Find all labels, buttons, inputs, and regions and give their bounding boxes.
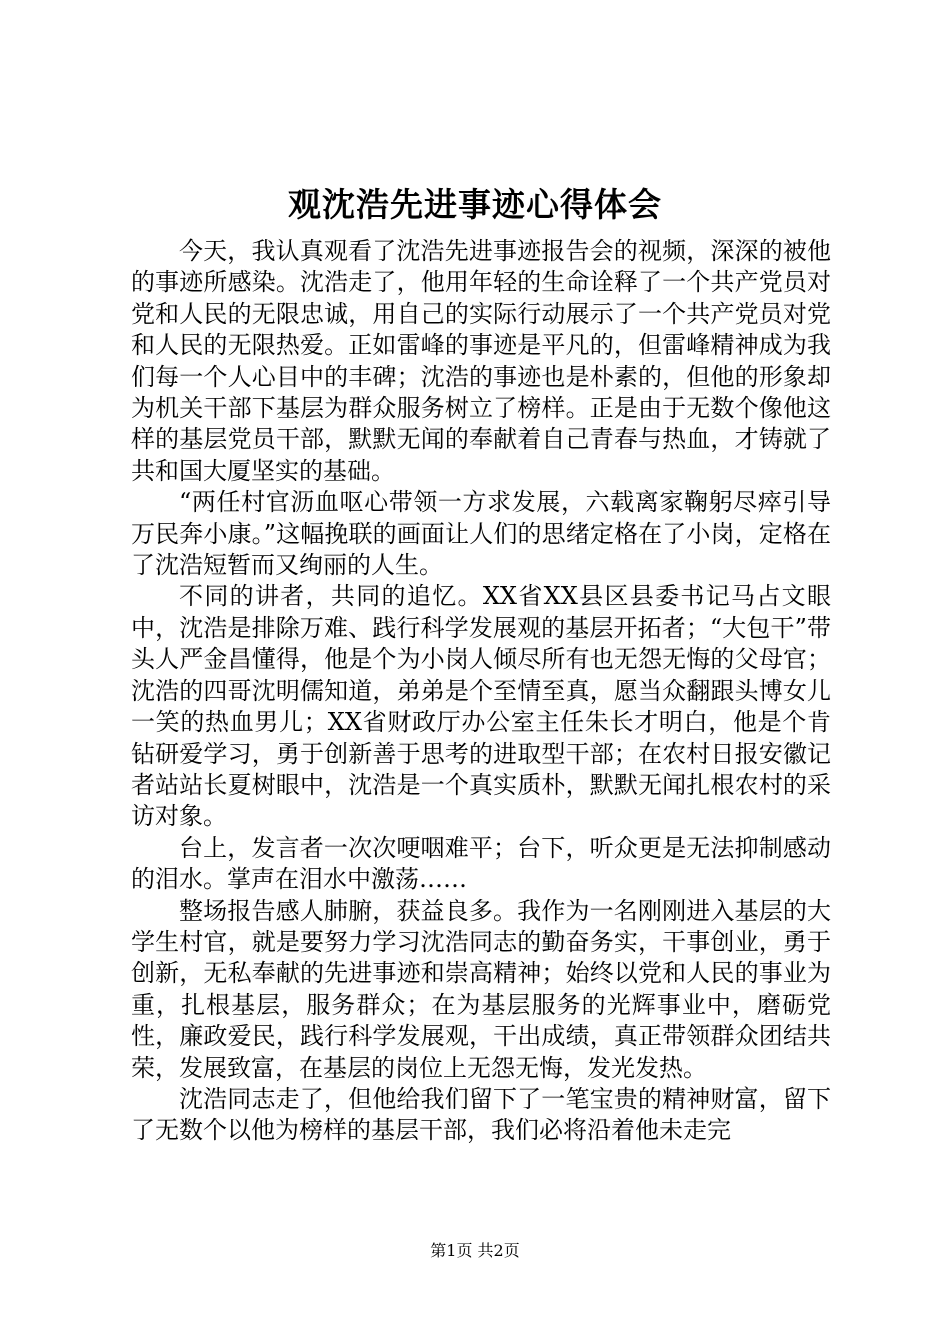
page-number-footer: 第1页 共2页 bbox=[430, 1241, 520, 1260]
paragraph-3: 不同的讲者，共同的追忆。XX省XX县区县委书记马占文眼中，沈浩是排除万难、践行科学发展观的基层开拓者；“大包干”带头人严金昌懂得，他是个为小岗人倾尽所有也无怨无悔的父母官；沈浩的四哥沈明儒知道，弟弟是个至情至真，愿当众翻跟头博女儿一笑的热血男儿；XX省财政厅办公室主任朱长才明白，他是个肯钻研爱学习，勇于创新善于思考的进取型干部；在农村日报安徽记者站站长夏树眼中，沈浩是一个真实质朴，默默无闻扎根农村的采访对象。 bbox=[131, 582, 831, 831]
paragraph-6: 沈浩同志走了，但他给我们留下了一笔宝贵的精神财富，留下了无数个以他为榜样的基层干部，我们必将沿着他未走完 bbox=[131, 1084, 831, 1145]
document-title: 观沈浩先进事迹心得体会 bbox=[288, 185, 662, 224]
paragraph-2: “两任村官沥血呕心带领一方求发展，六载离家鞠躬尽瘁引导万民奔小康。”这幅挽联的画面让人们的思绪定格在了小岗，定格在了沈浩短暂而又绚丽的人生。 bbox=[131, 488, 831, 580]
paragraph-4: 台上，发言者一次次哽咽难平；台下，听众更是无法抑制感动的泪水。掌声在泪水中激荡…… bbox=[131, 833, 831, 894]
paragraph-1: 今天，我认真观看了沈浩先进事迹报告会的视频，深深的被他的事迹所感染。沈浩走了，他用年轻的生命诠释了一个共产党员对党和人民的无限忠诚，用自己的实际行动展示了一个共产党员对党和人民的无限热爱。正如雷峰的事迹是平凡的，但雷峰精神成为我们每一个人心目中的丰碑；沈浩的事迹也是朴素的，但他的形象却为机关干部下基层为群众服务树立了榜样。正是由于无数个像他这样的基层党员干部，默默无闻的奉献着自己青春与热血，才铸就了共和国大厦坚实的基础。 bbox=[131, 237, 831, 485]
paragraph-5: 整场报告感人肺腑，获益良多。我作为一名刚刚进入基层的大学生村官，就是要努力学习沈浩同志的勤奋务实，干事创业，勇于创新，无私奉献的先进事迹和崇高精神；始终以党和人民的事业为重，扎根基层，服务群众；在为基层服务的光辉事业中，磨砺党性，廉政爱民，践行科学发展观，干出成绩，真正带领群众团结共荣，发展致富，在基层的岗位上无怨无悔，发光发热。 bbox=[131, 896, 831, 1082]
document-body bbox=[131, 236, 831, 1147]
